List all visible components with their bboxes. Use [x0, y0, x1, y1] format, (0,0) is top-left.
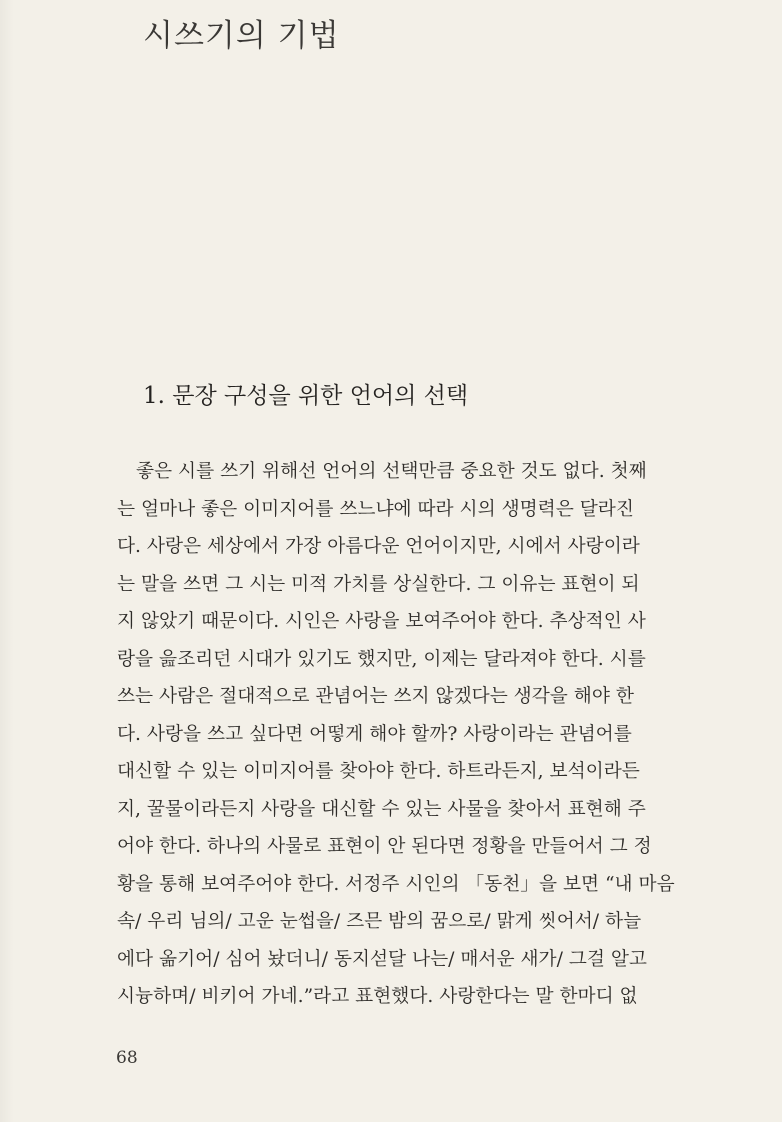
running-title: 시쓰기의 기법	[143, 18, 340, 54]
body-line: 다. 사랑은 세상에서 가장 아름다운 언어이지만, 시에서 사랑이라	[117, 536, 640, 557]
body-line: 는 얼마나 좋은 이미지어를 쓰느냐에 따라 시의 생명력은 달라진	[117, 498, 634, 520]
body-line: 좋은 시를 쓰기 위해선 언어의 선택만큼 중요한 것도 없다. 첫째	[136, 461, 647, 482]
body-line: 시늉하며/ 비키어 가네.”라고 표현했다. 사랑한다는 말 한마디 없	[117, 986, 638, 1007]
page-number: 68	[116, 1048, 138, 1068]
body-line: 에다 옮기어/ 심어 놨더니/ 동지섣달 나는/ 매서운 새가/ 그걸 알고	[117, 948, 647, 970]
section-heading: 1. 문장 구성을 위한 언어의 선택	[143, 383, 469, 409]
body-line: 쓰는 사람은 절대적으로 관념어는 쓰지 않겠다는 생각을 해야 한	[117, 686, 634, 707]
body-line: 다. 사랑을 쓰고 싶다면 어떻게 해야 할까? 사랑이라는 관념어를	[117, 723, 632, 745]
body-line: 속/ 우리 님의/ 고운 눈썹을/ 즈믄 밤의 꿈으로/ 맑게 씻어서/ 하늘	[117, 911, 642, 932]
body-line: 지 않았기 때문이다. 시인은 사랑을 보여주어야 한다. 추상적인 사	[117, 611, 646, 632]
body-paragraph	[117, 453, 687, 1016]
body-line: 는 말을 쓰면 그 시는 미적 가치를 상실한다. 그 이유는 표현이 되	[117, 573, 640, 595]
body-line: 지, 꿀물이라든지 사랑을 대신할 수 있는 사물을 찾아서 표현해 주	[117, 798, 646, 820]
body-line: 랑을 읊조리던 시대가 있기도 했지만, 이제는 달라져야 한다. 시를	[117, 648, 646, 670]
body-line: 대신할 수 있는 이미지어를 찾아야 한다. 하트라든지, 보석이라든	[117, 761, 640, 782]
body-line: 황을 통해 보여주어야 한다. 서정주 시인의 「동천」을 보면 “내 마음	[117, 873, 675, 895]
body-line: 어야 한다. 하나의 사물로 표현이 안 된다면 정황을 만들어서 그 정	[117, 836, 652, 857]
